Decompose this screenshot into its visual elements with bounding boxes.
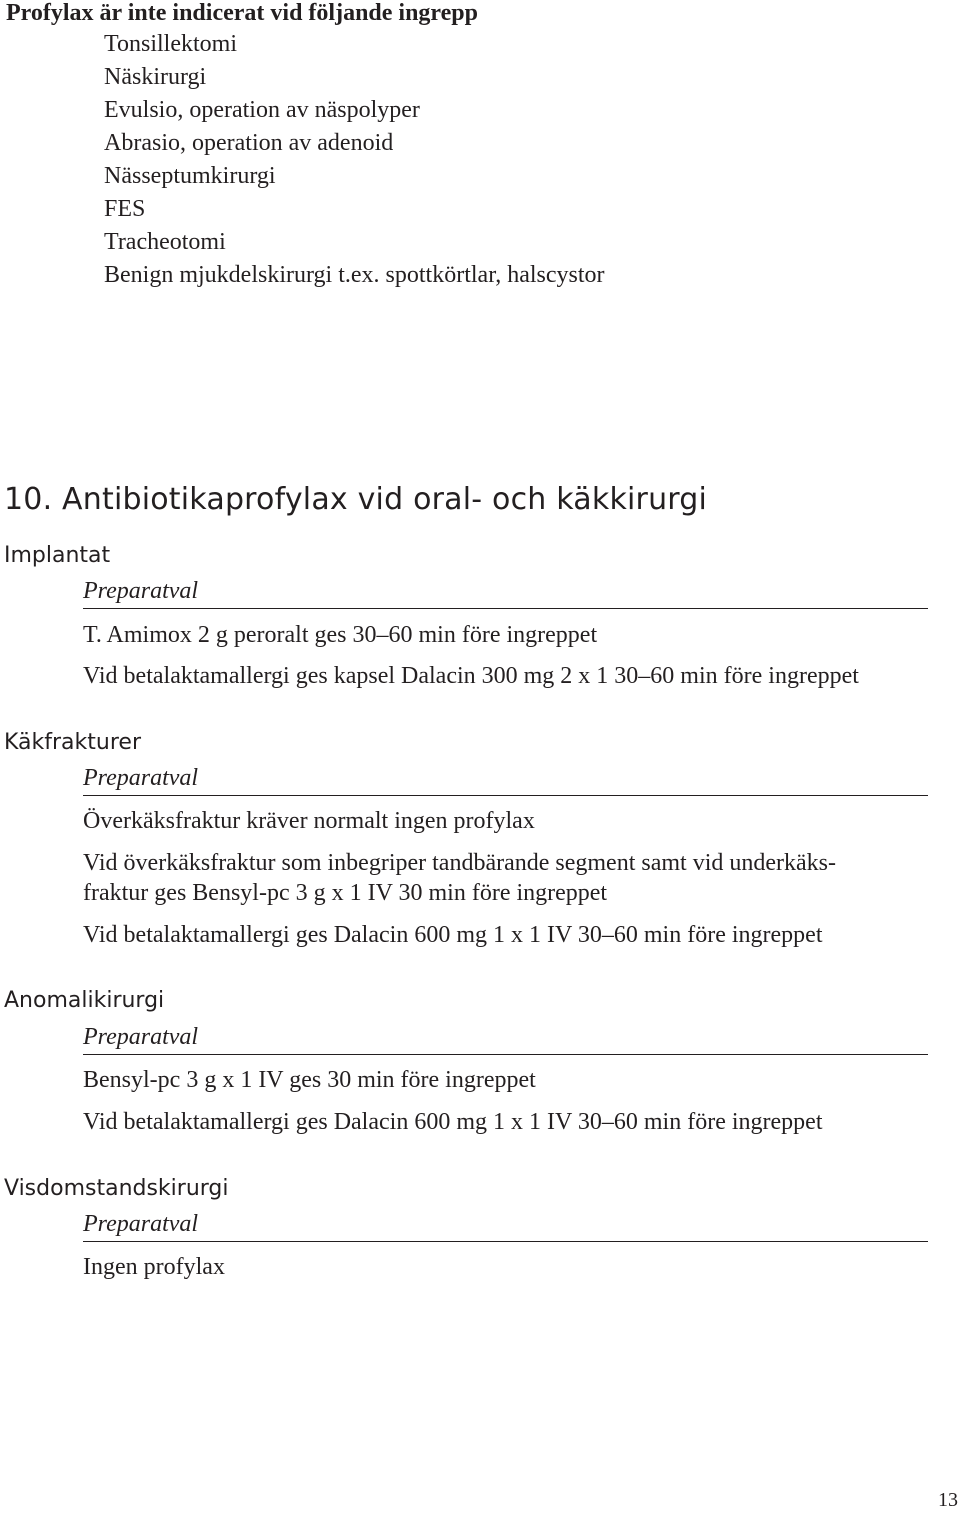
paragraph: Vid betalaktamallergi ges Dalacin 600 mg 1 x 1 IV 30–60 min före ingreppet <box>83 922 823 948</box>
preparatval-heading: Preparatval <box>83 1211 199 1237</box>
paragraph: Bensyl-pc 3 g x 1 IV ges 30 min före ingreppet <box>83 1067 536 1093</box>
paragraph-line: Vid överkäksfraktur som inbegriper tandbärande segment samt vid underkäks- <box>83 850 836 876</box>
divider <box>83 608 928 609</box>
paragraph: T. Amimox 2 g peroralt ges 30–60 min före ingreppet <box>83 622 598 648</box>
section-title-visdomstandskirurgi: Visdomstandskirurgi <box>4 1176 229 1201</box>
list-item: Näskirurgi <box>104 64 207 90</box>
list-item: Evulsio, operation av näspolyper <box>104 97 420 123</box>
divider <box>83 795 928 796</box>
section-title-implantat: Implantat <box>4 543 111 568</box>
section-title-kakfrakturer: Käkfrakturer <box>4 730 141 755</box>
paragraph: Vid betalaktamallergi ges kapsel Dalacin 300 mg 2 x 1 30–60 min före ingreppet <box>83 663 859 689</box>
paragraph: Överkäksfraktur kräver normalt ingen profylax <box>83 808 535 834</box>
profylax-heading: Profylax är inte indicerat vid följande ingrepp <box>6 0 478 26</box>
preparatval-heading: Preparatval <box>83 765 199 791</box>
chapter-title: 10. Antibiotikaprofylax vid oral- och käkkirurgi <box>4 482 708 517</box>
list-item: Tracheotomi <box>104 229 226 255</box>
paragraph: Ingen profylax <box>83 1254 225 1280</box>
list-item: Abrasio, operation av adenoid <box>104 130 394 156</box>
section-title-anomalikirurgi: Anomalikirurgi <box>4 988 165 1013</box>
list-item: Nässeptumkirurgi <box>104 163 276 189</box>
list-item: Tonsillektomi <box>104 31 237 57</box>
preparatval-heading: Preparatval <box>83 1024 199 1050</box>
preparatval-heading: Preparatval <box>83 578 199 604</box>
paragraph-line: fraktur ges Bensyl-pc 3 g x 1 IV 30 min före ingreppet <box>83 880 608 906</box>
page-number: 13 <box>938 1489 958 1511</box>
list-item: FES <box>104 196 146 222</box>
divider <box>83 1241 928 1242</box>
paragraph: Vid betalaktamallergi ges Dalacin 600 mg 1 x 1 IV 30–60 min före ingreppet <box>83 1109 823 1135</box>
list-item: Benign mjukdelskirurgi t.ex. spottkörtlar, halscystor <box>104 262 605 288</box>
divider <box>83 1054 928 1055</box>
